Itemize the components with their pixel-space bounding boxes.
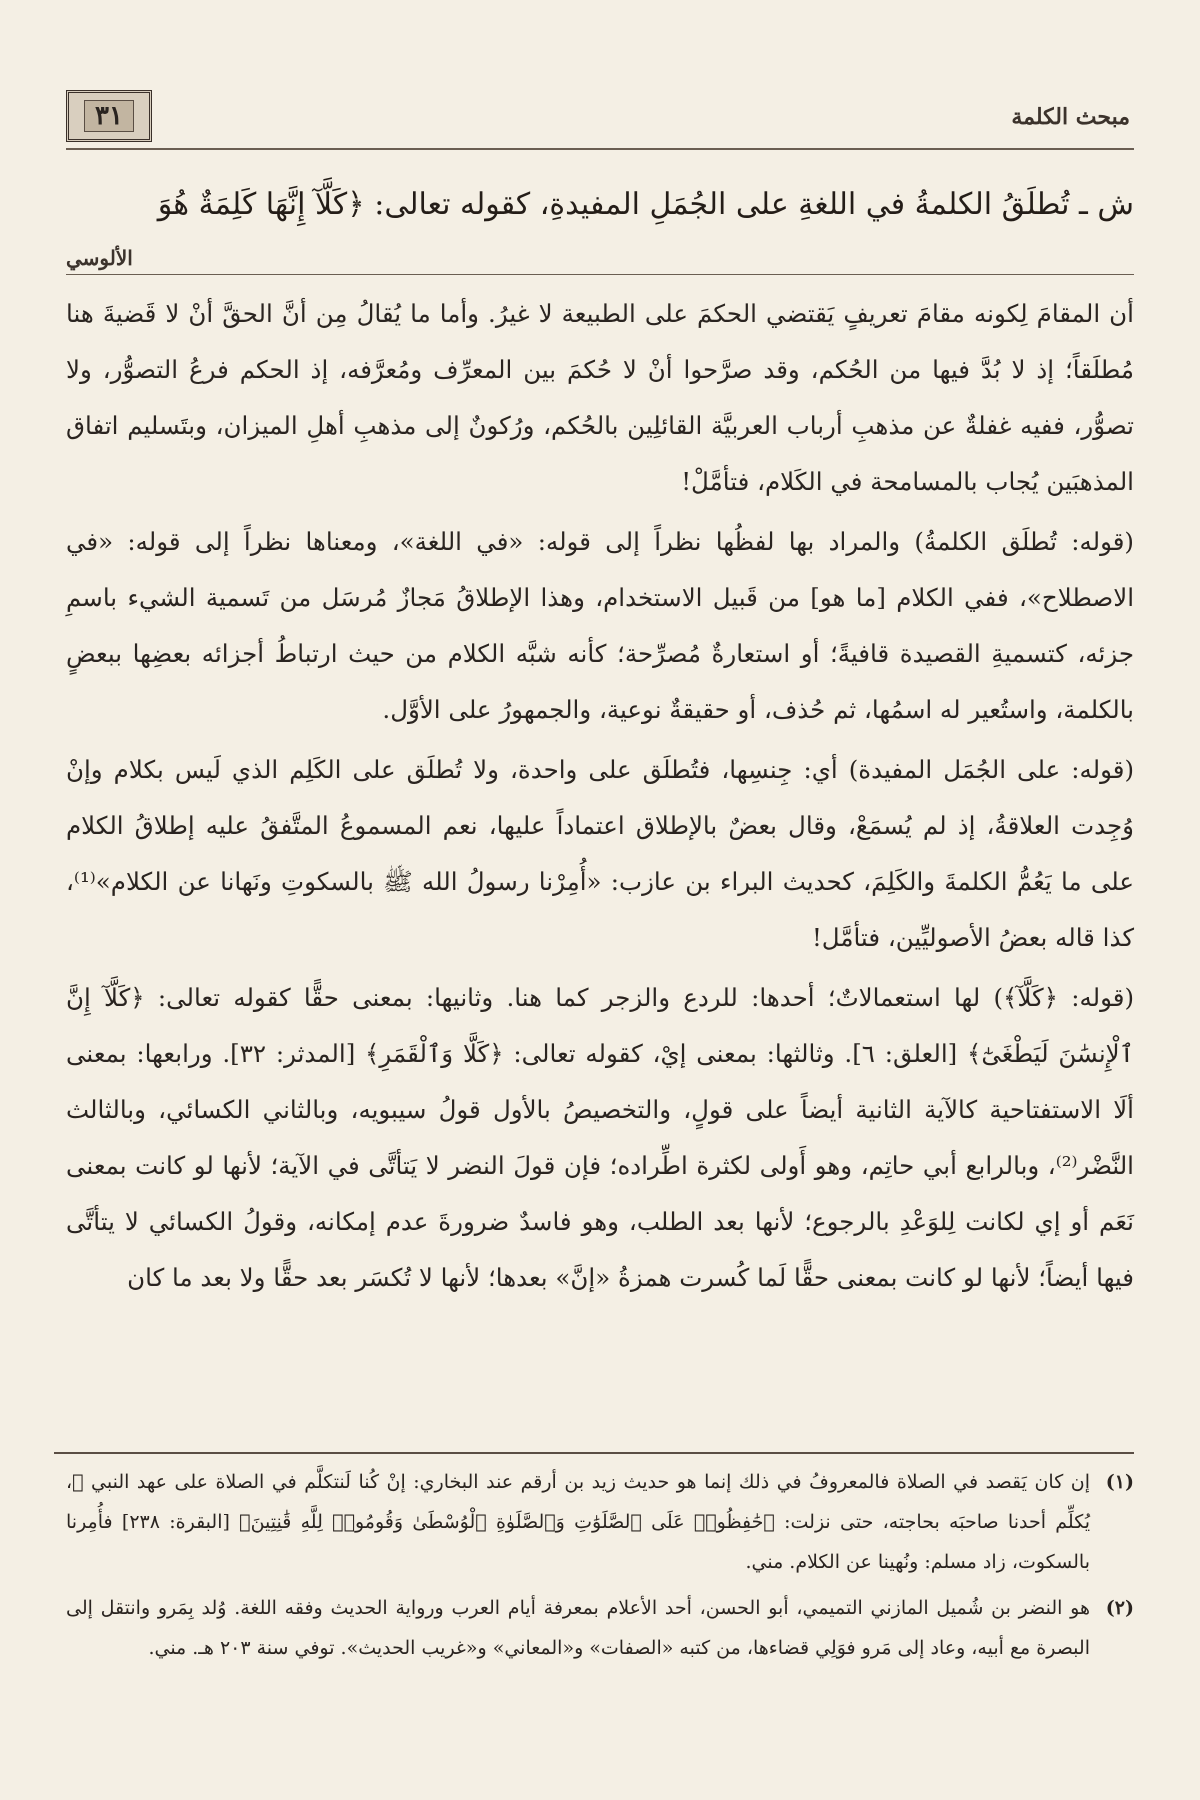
- footnote-number: (١): [1105, 1471, 1134, 1493]
- page-number-frame: [66, 90, 152, 142]
- commentary-body: [66, 286, 1134, 1310]
- page-number: ٣١: [84, 100, 134, 132]
- footnote-number: (٢): [1105, 1597, 1134, 1619]
- running-title: مبحث الكلمة: [1011, 104, 1130, 130]
- commentator-name: الألوسي: [66, 246, 139, 270]
- commentator-divider: [66, 246, 1134, 275]
- footnote: [66, 1588, 1134, 1668]
- footnotes: [66, 1462, 1134, 1674]
- footnote-text: إن كان يَقصد في الصلاة فالمعروفُ في ذلك إنما هو حديث زيد بن أرقم عند البخاري: إنْ كُنا لَنتكلَّم في الصلاة على عهد النبي ﷺ، يُكلِّم أحدنا صاحبَه بحاجته، حتى نزلت: ﴿حَٰفِظُوا۟ عَلَى ٱلصَّلَوَٰتِ وَٱلصَّلَوٰةِ ٱلْوُسْطَىٰ وَقُومُوا۟ لِلَّهِ قَٰنِتِينَ﴾ [البقرة: ٢٣٨] فأُمِرنا بالسكوت، زاد مسلم: ونُهينا عن الكلام. مني.: [66, 1471, 1090, 1573]
- commentary-paragraph: (قوله: على الجُمَل المفيدة) أي: جِنسِها، فتُطلَق على واحدة، ولا تُطلَق على الكَلِم الذي لَيس بكلام وإنْ وُجِدت العلاقةُ، إذ لم يُسمَعْ، وقال بعضٌ بالإطلاق اعتماداً عليها، نعم المسموعُ المتَّفقُ عليه إطلاقُ الكلام على ما يَعُمُّ الكلمةَ والكَلِمَ، كحديث البراء بن عازب: «أُمِرْنا رسولُ الله ﷺ بالسكوتِ ونَهانا عن الكلام»⁽¹⁾، كذا قاله بعضُ الأصوليِّين، فتأمَّل!: [66, 755, 1134, 952]
- commentary-paragraph: (قوله: ﴿كَلَّآ﴾) لها استعمالاتٌ؛ أحدها: للردع والزجر كما هنا. وثانيها: بمعنى حقًّا كقوله تعالى: ﴿كَلَّآ إِنَّ ٱلْإِنسَٰنَ لَيَطْغَىٰٓ﴾ [العلق: ٦]. وثالثها: بمعنى إيْ، كقوله تعالى: ﴿كَلَّا وَٱلْقَمَرِ﴾ [المدثر: ٣٢]. ورابعها: بمعنى ألَا الاستفتاحية كالآية الثانية أيضاً على قولٍ، والتخصيصُ بالأول قولُ سيبويه، وبالثاني الكسائي، وبالثالث النَّضْر⁽²⁾، وبالرابع أبي حاتِم، وهو أَولى لكثرة اطِّراده؛ فإن قولَ النضر لا يَتأتَّى في الآية؛ لأنها لو كانت بمعنى نَعَم أو إي لكانت لِلوَعْدِ بالرجوع؛ لأنها بعد الطلب، وهو فاسدٌ ضرورةَ عدم إمكانه، وقولُ الكسائي لا يتأتَّى فيها أيضاً؛ لأنها لو كانت بمعنى حقًّا لَما كُسرت همزةُ «إنَّ» بعدها؛ لأنها لا تُكسَر بعد حقًّا ولا بعد ما كان: [66, 983, 1135, 1292]
- commentary-paragraph: أن المقامَ لِكونه مقامَ تعريفٍ يَقتضي الحكمَ على الطبيعة لا غيرُ. وأما ما يُقالُ مِن أنَّ الحقَّ أنْ لا قَضيةَ هنا مُطلَقاً؛ إذ لا بُدَّ فيها من الحُكم، وقد صرَّحوا أنْ لا حُكمَ بين المعرِّف ومُعرَّفه، إذ الحكم فرعُ التصوُّر، ولا تصوُّر، ففيه غفلةٌ عن مذهبِ أرباب العربيَّة القائلِين بالحُكم، ورُكونٌ إلى مذهبِ أهلِ الميزان، وبتَسليم اتفاق المذهبَين يُجاب بالمسامحة في الكَلام، فتأمَّلْ!: [66, 299, 1134, 496]
- page-header: [66, 90, 1134, 150]
- footnote: [66, 1462, 1134, 1582]
- footnote-text: هو النضر بن شُميل المازني التميمي، أبو الحسن، أحد الأعلام بمعرفة أيام العرب ورواية الحديث وفقه اللغة. وُلد بِمَرو وانتقل إلى البصرة مع أبيه، وعاد إلى مَرو فوَلِي قضاءها، من كتبه «الصفات» و«المعاني» و«غريب الحديث». توفي سنة ٢٠٣ هـ. مني.: [66, 1597, 1090, 1659]
- matn-text: ش ـ تُطلَقُ الكلمةُ في اللغةِ على الجُمَلِ المفيدةِ، كقوله تعالى: ﴿كَلَّآ إِنَّهَا كَلِمَةٌ هُوَ: [157, 187, 1134, 222]
- footnote-separator: [54, 1452, 1134, 1454]
- commentary-paragraph: (قوله: تُطلَق الكلمةُ) والمراد بها لفظُها نظراً إلى قوله: «في اللغة»، ومعناها نظراً إلى قوله: «في الاصطلاح»، ففي الكلام [ما هو] من قَبيل الاستخدام، وهذا الإطلاقُ مَجازٌ مُرسَل من تَسمية الشيء باسمِ جزئه، كتسميةِ القصيدة قافيةً؛ أو استعارةٌ مُصرِّحة؛ كأنه شبَّه الكلام من حيث ارتباطُ أجزائه بعضِها ببعضٍ بالكلمة، واستُعير له اسمُها، ثم حُذف، أو حقيقةٌ نوعية، والجمهورُ على الأوَّل.: [66, 527, 1134, 724]
